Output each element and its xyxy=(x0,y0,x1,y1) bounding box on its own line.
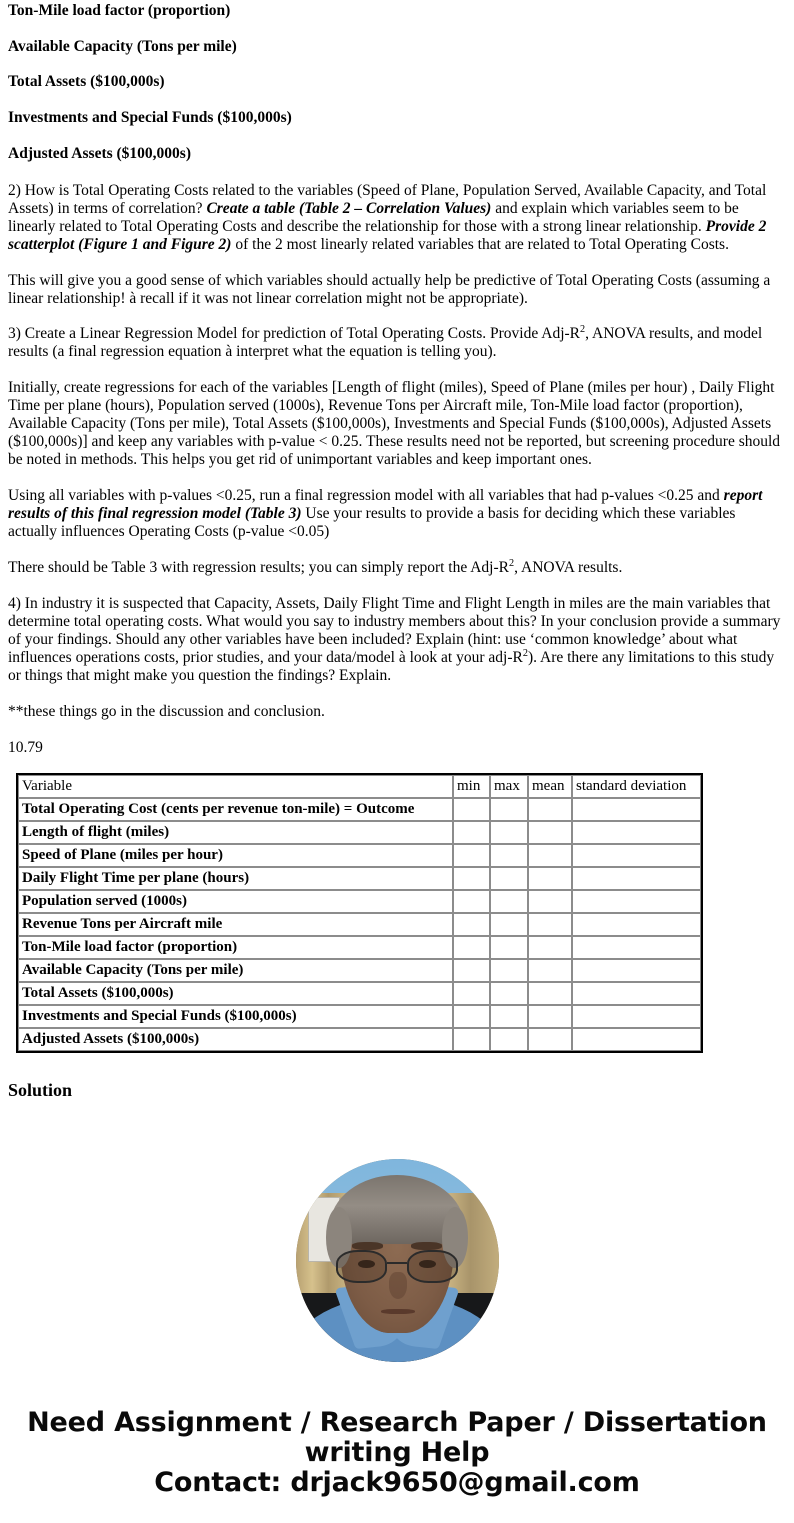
row-variable-label: Daily Flight Time per plane (hours) xyxy=(18,867,453,890)
cell-max[interactable] xyxy=(490,1028,528,1051)
table-row xyxy=(18,867,701,890)
row-variable-label: Population served (1000s) xyxy=(18,890,453,913)
cell-mean[interactable] xyxy=(528,982,572,1005)
avatar xyxy=(296,1159,499,1362)
discussion-note: **these things go in the discussion and conclusion. xyxy=(8,702,325,720)
photo-eyebrow-right xyxy=(411,1242,441,1250)
q4-text-part1: 4) In industry it is suspected that Capacity, Assets, Daily Flight Time and Flight Length in miles are the main variables that determine total operating costs. What would you say to industry members about this? In your conclusion provide a summary of your findings. Should any other variables have been included? Explain (hint: use ‘common knowledge’ about what influences operations costs, prior studies, and your data/model à look at your adj-R xyxy=(8,595,781,667)
variable-heading-list xyxy=(8,3,786,163)
cell-mean[interactable] xyxy=(528,1028,572,1051)
table3-text-part1: There should be Table 3 with regression results; you can simply report the Adj-R xyxy=(8,559,509,577)
q3-text-part2: , ANOVA results, and model results (a final regression equation à interpret what the equation is telling you). xyxy=(8,325,763,361)
cell-min[interactable] xyxy=(453,890,490,913)
photo-eyebrow-left xyxy=(352,1242,382,1250)
table-row xyxy=(18,936,701,959)
document-page xyxy=(0,3,794,1498)
cell-stddev[interactable] xyxy=(572,913,701,936)
photo-lens-right xyxy=(407,1250,458,1282)
solution-heading: Solution xyxy=(8,1079,73,1100)
cell-mean[interactable] xyxy=(528,913,572,936)
header-variable: Variable xyxy=(18,775,453,798)
table3-text-part2: , ANOVA results. xyxy=(514,559,623,577)
q2-emphasis-scatterplot: Provide 2 scatterplot (Figure 1 and Figure 2) xyxy=(8,217,767,253)
cell-min[interactable] xyxy=(453,959,490,982)
cell-min[interactable] xyxy=(453,867,490,890)
row-variable-label: Total Assets ($100,000s) xyxy=(18,982,453,1005)
table-row xyxy=(18,821,701,844)
cell-max[interactable] xyxy=(490,867,528,890)
q3-superscript: 2 xyxy=(580,324,586,336)
cell-min[interactable] xyxy=(453,798,490,821)
table-row xyxy=(18,890,701,913)
cell-mean[interactable] xyxy=(528,821,572,844)
question-3-paragraph xyxy=(8,325,786,361)
cell-max[interactable] xyxy=(490,890,528,913)
predictive-sense-paragraph: This will give you a good sense of which variables should actually help be predictive of Total Operating Costs (assuming a linear relationship! à recall if it was not linear correlation might not be appropriate). xyxy=(8,271,771,307)
cell-min[interactable] xyxy=(453,1005,490,1028)
promo-line-2: writing Help xyxy=(304,1436,490,1468)
row-variable-label: Ton-Mile load factor (proportion) xyxy=(18,936,453,959)
table-row xyxy=(18,982,701,1005)
header-min: min xyxy=(453,775,490,798)
q2-text-part2: and explain which variables seem to be linearly related to Total Operating Costs and describe the relationship for those with a strong linear relationship. xyxy=(8,199,739,235)
row-variable-label: Adjusted Assets ($100,000s) xyxy=(18,1028,453,1051)
header-stddev: standard deviation xyxy=(572,775,701,798)
q2-emphasis-create-table: Create a table (Table 2 – Correlation Values) xyxy=(206,199,492,217)
cell-max[interactable] xyxy=(490,959,528,982)
cell-max[interactable] xyxy=(490,1005,528,1028)
cell-max[interactable] xyxy=(490,913,528,936)
cell-stddev[interactable] xyxy=(572,821,701,844)
photo-glasses-bridge xyxy=(387,1262,406,1265)
table3-superscript: 2 xyxy=(509,558,515,570)
variable-heading: Investments and Special Funds ($100,000s) xyxy=(8,109,292,127)
cell-stddev[interactable] xyxy=(572,936,701,959)
q3-text-part1: 3) Create a Linear Regression Model for prediction of Total Operating Costs. Provide Adj-R xyxy=(8,325,581,343)
cell-stddev[interactable] xyxy=(572,890,701,913)
cell-max[interactable] xyxy=(490,798,528,821)
using-emphasis-table3: report results of this final regression model (Table 3) xyxy=(8,487,763,523)
cell-mean[interactable] xyxy=(528,844,572,867)
cell-min[interactable] xyxy=(453,982,490,1005)
using-text-part1: Using all variables with p-values <0.25, run a final regression model with all variables that had p-values <0.25 and xyxy=(8,487,724,505)
photo-lens-left xyxy=(336,1250,387,1282)
cell-mean[interactable] xyxy=(528,959,572,982)
cell-stddev[interactable] xyxy=(572,982,701,1005)
descriptive-statistics-table xyxy=(16,773,703,1053)
cell-min[interactable] xyxy=(453,844,490,867)
cell-min[interactable] xyxy=(453,821,490,844)
cell-mean[interactable] xyxy=(528,867,572,890)
cell-stddev[interactable] xyxy=(572,1005,701,1028)
cell-mean[interactable] xyxy=(528,936,572,959)
variable-heading: Available Capacity (Tons per mile) xyxy=(8,37,237,55)
table-row xyxy=(18,798,701,821)
cell-stddev[interactable] xyxy=(572,959,701,982)
photo-mouth xyxy=(381,1309,416,1314)
q4-text-part2: ). Are there any limitations to this study or things that might make you question the findings? Explain. xyxy=(8,649,775,685)
cell-min[interactable] xyxy=(453,936,490,959)
row-variable-label: Length of flight (miles) xyxy=(18,821,453,844)
promo-banner xyxy=(8,1408,786,1499)
promo-contact-email: Contact: drjack9650@gmail.com xyxy=(154,1467,640,1499)
cell-max[interactable] xyxy=(490,982,528,1005)
variable-heading: Adjusted Assets ($100,000s) xyxy=(8,144,191,162)
row-variable-label: Revenue Tons per Aircraft mile xyxy=(18,913,453,936)
table-header-row xyxy=(18,775,701,798)
using-text-part2: Use your results to provide a basis for deciding which these variables actually influences Operating Costs (p-value <0.05) xyxy=(8,505,736,541)
q2-text-part3: of the 2 most linearly related variables that are related to Total Operating Costs. xyxy=(231,235,729,253)
row-variable-label: Total Operating Cost (cents per revenue ton-mile) = Outcome xyxy=(18,798,453,821)
q4-superscript: 2 xyxy=(522,647,528,659)
cell-stddev[interactable] xyxy=(572,798,701,821)
cell-min[interactable] xyxy=(453,1028,490,1051)
row-variable-label: Available Capacity (Tons per mile) xyxy=(18,959,453,982)
cell-mean[interactable] xyxy=(528,798,572,821)
cell-stddev[interactable] xyxy=(572,1028,701,1051)
table3-mention-paragraph xyxy=(8,559,786,577)
cell-mean[interactable] xyxy=(528,890,572,913)
header-max: max xyxy=(490,775,528,798)
row-variable-label: Investments and Special Funds ($100,000s) xyxy=(18,1005,453,1028)
table-row xyxy=(18,959,701,982)
avatar-container xyxy=(8,1159,786,1362)
page-number-value: 10.79 xyxy=(8,738,43,756)
promo-line-1: Need Assignment / Research Paper / Dissertation xyxy=(27,1406,767,1438)
cell-max[interactable] xyxy=(490,821,528,844)
header-mean: mean xyxy=(528,775,572,798)
cell-stddev[interactable] xyxy=(572,867,701,890)
table-row xyxy=(18,913,701,936)
table-row xyxy=(18,1028,701,1051)
question-2-paragraph xyxy=(8,182,786,254)
row-variable-label: Speed of Plane (miles per hour) xyxy=(18,844,453,867)
final-model-paragraph xyxy=(8,487,786,541)
table-row xyxy=(18,844,701,867)
cell-max[interactable] xyxy=(490,844,528,867)
variable-heading: Ton-Mile load factor (proportion) xyxy=(8,2,231,19)
photo-nose xyxy=(389,1272,407,1298)
cell-min[interactable] xyxy=(453,913,490,936)
table-row xyxy=(18,1005,701,1028)
cell-max[interactable] xyxy=(490,936,528,959)
initial-regressions-paragraph: Initially, create regressions for each of the variables [Length of flight (miles), Speed of Plane (miles per hour) , Daily Flight Time per plane (hours), Population served (1000s), Revenue Tons per Aircraft mile, Ton-Mile load factor (proportion), Available Capacity (Tons per mile), Total Assets ($100,000s), Investments and Special Funds ($100,000s), Adjusted Assets ($100,000s)] and keep any variables with p-value < 0.25. These results need not be reported, but screening procedure should be noted in methods. This helps you get rid of unimportant variables and keep important ones. xyxy=(8,379,781,469)
cell-stddev[interactable] xyxy=(572,844,701,867)
variable-heading: Total Assets ($100,000s) xyxy=(8,73,165,91)
question-4-paragraph xyxy=(8,595,786,685)
cell-mean[interactable] xyxy=(528,1005,572,1028)
q2-text-part1: 2) How is Total Operating Costs related to the variables (Speed of Plane, Population Served, Available Capacity, and Total Assets) in terms of correlation? xyxy=(8,181,767,217)
